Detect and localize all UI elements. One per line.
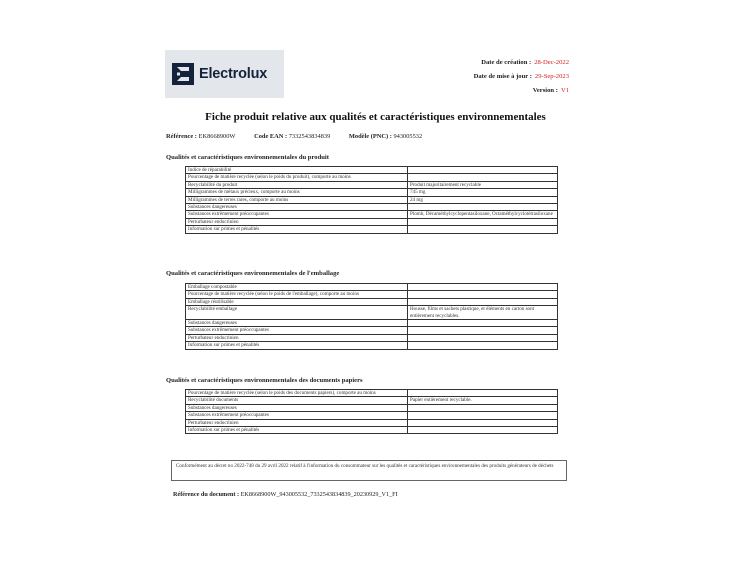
- criterion-cell: Recyclabilité emballage: [186, 306, 408, 320]
- table-row: [186, 196, 558, 203]
- criterion-cell: Substances extrêmement préoccupantes: [186, 412, 408, 419]
- criterion-cell: Emballage réutilisable: [186, 298, 408, 305]
- section-heading-documents: Qualités et caractéristiques environnementales des documents papiers: [166, 377, 363, 384]
- value-cell: Papier entièrement recyclable.: [408, 397, 558, 404]
- criterion-cell: Substances dangereuses: [186, 320, 408, 327]
- table-row: [186, 218, 558, 225]
- criterion-cell: Substances dangereuses: [186, 204, 408, 211]
- reference: Référence : EK8668900W: [166, 133, 236, 140]
- table-row: [186, 419, 558, 426]
- product-reference-line: [166, 133, 439, 140]
- table-row: [186, 427, 558, 434]
- value-cell: [408, 284, 558, 291]
- packaging-table: [185, 283, 558, 350]
- value-cell: [408, 167, 558, 174]
- table-row: [186, 334, 558, 341]
- value-cell: [408, 291, 558, 298]
- update-date: Date de mise à jour : 29-Sep-2023: [473, 73, 569, 80]
- criterion-cell: Substances extrêmement préoccupantes: [186, 327, 408, 334]
- table-row: [186, 390, 558, 397]
- table-row: [186, 291, 558, 298]
- table-row: [186, 298, 558, 305]
- value-cell: 24 mg: [408, 196, 558, 203]
- criterion-cell: Information sur primes et pénalités: [186, 226, 408, 233]
- criterion-cell: Substances dangereuses: [186, 404, 408, 411]
- table-row: [186, 306, 558, 320]
- criterion-cell: Indice de réparabilité: [186, 167, 408, 174]
- criterion-cell: Pourcentage de matière recyclée (selon le poids des documents papiers), comporte au moins: [186, 390, 408, 397]
- table-row: [186, 412, 558, 419]
- creation-date: Date de création : 28-Dec-2022: [481, 59, 569, 66]
- value-cell: [408, 419, 558, 426]
- value-cell: [408, 334, 558, 341]
- version: Version : V1: [532, 87, 569, 94]
- table-row: [186, 174, 558, 181]
- criterion-cell: Perturbateur endocrinien: [186, 419, 408, 426]
- value-cell: Produit majoritairement recyclable: [408, 181, 558, 188]
- criterion-cell: Emballage compostable: [186, 284, 408, 291]
- value-cell: [408, 226, 558, 233]
- criterion-cell: Substances extrêmement préoccupantes: [186, 211, 408, 218]
- regulatory-note: Conformément au décret no 2022-748 du 29 avril 2022 relatif à l'information du consommateur sur les qualités et caractéristiques environnementales des produits générateurs de déchets: [171, 460, 567, 481]
- criterion-cell: Pourcentage de matière recyclée (selon le poids du produit), comporte au moins: [186, 174, 408, 181]
- value-cell: [408, 342, 558, 349]
- criterion-cell: Information sur primes et pénalités: [186, 342, 408, 349]
- value-cell: [408, 298, 558, 305]
- section-heading-packaging: Qualités et caractéristiques environnementales de l'emballage: [166, 270, 340, 277]
- table-row: [186, 327, 558, 334]
- table-row: [186, 211, 558, 218]
- value-cell: [408, 412, 558, 419]
- criterion-cell: Milligrammes de terres rares, comporte au moins: [186, 196, 408, 203]
- value-cell: Plomb, Décaméthylcyclopentasiloxane, Octaméthylcyclotétrasiloxane: [408, 211, 558, 218]
- value-cell: [408, 204, 558, 211]
- table-row: [186, 404, 558, 411]
- criterion-cell: Perturbateur endocrinien: [186, 218, 408, 225]
- ean-code: Code EAN : 7332543834839: [254, 133, 331, 140]
- table-row: [186, 181, 558, 188]
- value-cell: 745 mg: [408, 189, 558, 196]
- criterion-cell: Perturbateur endocrinien: [186, 334, 408, 341]
- criterion-cell: Recyclabilité documents: [186, 397, 408, 404]
- criterion-cell: Milligrammes de métaux précieux, comporte au moins: [186, 189, 408, 196]
- page-title: Fiche produit relative aux qualités et caractéristiques environnementales: [205, 111, 546, 123]
- product-table: [185, 166, 558, 234]
- value-cell: [408, 327, 558, 334]
- value-cell: [408, 427, 558, 434]
- value-cell: [408, 174, 558, 181]
- value-cell: [408, 390, 558, 397]
- table-row: [186, 226, 558, 233]
- table-row: [186, 284, 558, 291]
- table-row: [186, 189, 558, 196]
- criterion-cell: Recyclabilité du produit: [186, 181, 408, 188]
- document-reference: Référence du document : EK8668900W_943005532_7332543834839_20230929_V1_FI: [173, 491, 398, 498]
- value-cell: [408, 404, 558, 411]
- model-pnc: Modèle (PNC) : 943005532: [348, 133, 423, 140]
- value-cell: [408, 320, 558, 327]
- criterion-cell: Pourcentage de matière recyclée (selon le poids de l'emballage), comporte au moins: [186, 291, 408, 298]
- table-row: [186, 342, 558, 349]
- table-row: [186, 320, 558, 327]
- table-row: [186, 167, 558, 174]
- criterion-cell: Information sur primes et pénalités: [186, 427, 408, 434]
- brand-logo: [165, 50, 284, 98]
- value-cell: [408, 218, 558, 225]
- section-heading-product: Qualités et caractéristiques environnementales du produit: [166, 154, 329, 161]
- table-row: [186, 204, 558, 211]
- document-metadata: [474, 56, 569, 98]
- value-cell: Housse, films et sachets plastique, et éléments en carton sont entièrement recyclables.: [408, 306, 558, 320]
- brand-name: Electrolux: [199, 66, 268, 82]
- electrolux-logo-icon: [172, 63, 194, 85]
- documents-table: [185, 389, 558, 434]
- table-row: [186, 397, 558, 404]
